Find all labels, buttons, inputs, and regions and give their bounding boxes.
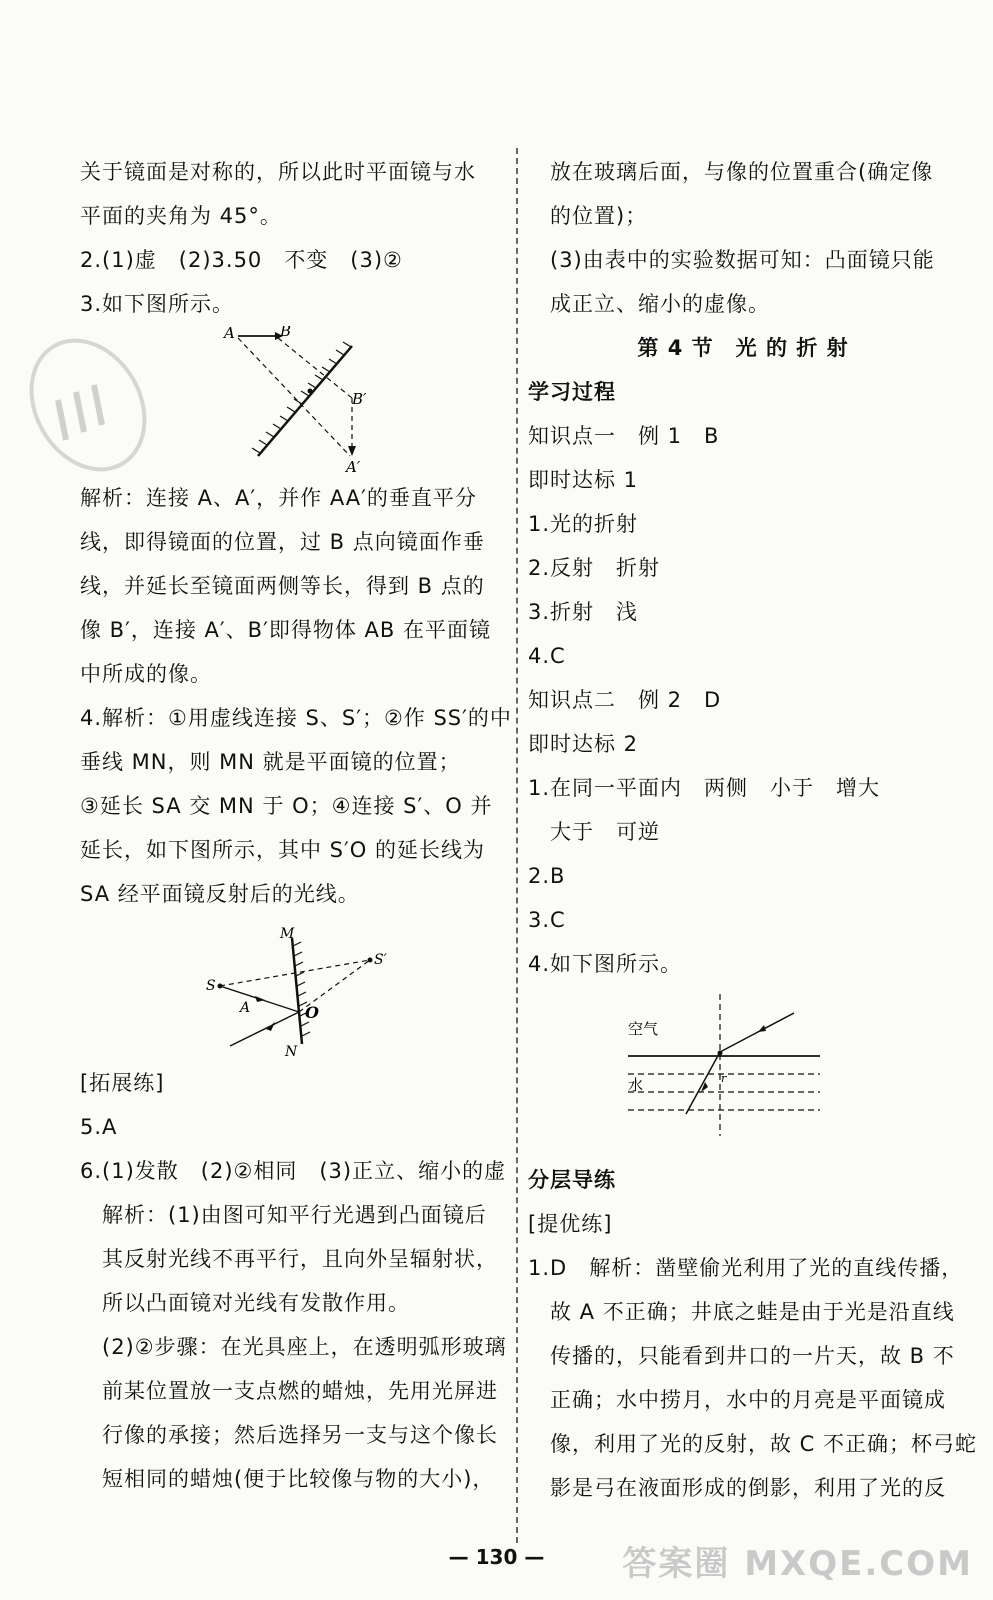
explanation-line: (2)②步骤：在光具座上，在透明弧形玻璃 [102,1335,507,1359]
continued-line: 放在玻璃后面，与像的位置重合(确定像 [550,160,934,184]
text-line: 平面的夹角为 45°。 [80,204,282,228]
answer-line: 像，利用了光的反射，故 C 不正确；杯弓蛇 [550,1432,978,1456]
label-s: S [206,978,216,994]
label-n: N [285,1044,298,1060]
explanation-line: 其反射光线不再平行，且向外呈辐射状， [102,1247,498,1271]
answer-4-line: SA 经平面镜反射后的光线。 [80,882,360,906]
explanation-line: 行像的承接；然后选择另一支与这个像长 [102,1423,498,1447]
continued-line: 成正立、缩小的虚像。 [550,292,770,316]
answer-6: 6.(1)发散 (2)②相同 (3)正立、缩小的虚 [80,1159,507,1183]
explanation-line: 所以凸面镜对光线有发散作用。 [102,1291,410,1315]
label-m: M [280,926,295,942]
label-b: B [280,326,292,340]
figure-mirror-smn [80,916,500,1061]
answer-line: 故 A 不正确；井底之蛙是由于光是沿直线 [550,1300,955,1324]
watermark: 答案圈 MXQE.COM [622,1544,973,1584]
label-a-prime: A′ [346,458,361,476]
answer-line: 正确；水中捞月，水中的月亮是平面镜成 [550,1388,946,1412]
figure-refraction [528,986,958,1158]
drill-2-item: 大于 可逆 [550,820,660,844]
answer-line: 影是弓在液面形成的倒影，利用了光的反 [550,1476,946,1500]
label-water: 水 [628,1076,644,1094]
explanation-line: 像 B′，连接 A′、B′即得物体 AB 在平面镜 [80,618,491,642]
knowledge-point-2: 知识点二 例 2 D [528,688,722,712]
section-title: 第 4 节 光 的 折 射 [637,336,849,360]
answer-3: 3.如下图所示。 [80,292,235,316]
label-r: r [721,1072,727,1085]
figure-plane-mirror-ab [80,326,500,476]
label-a: A [224,326,235,342]
knowledge-point-1: 知识点一 例 1 B [528,424,720,448]
left-column [80,150,512,1501]
drill-1-item: 1.光的折射 [528,512,639,536]
explanation-line: 解析：(1)由图可知平行光遇到凸面镜后 [102,1203,487,1227]
answer-4-line: ③延长 SA 交 MN 于 O；④连接 S′、O 并 [80,794,493,818]
answer-4-line: 垂线 MN，则 MN 就是平面镜的位置； [80,750,461,774]
drill-1-item: 2.反射 折射 [528,556,661,580]
answer-4-line: 4.解析：①用虚线连接 S、S′；②作 SS′的中 [80,706,512,730]
column-divider [516,148,518,1543]
label-air: 空气 [628,1020,659,1038]
heading-layer: 分层导练 [528,1168,616,1192]
answer-2: 2.(1)虚 (2)3.50 不变 (3)② [80,248,403,272]
explanation-line: 短相同的蜡烛(便于比较像与物的大小)， [102,1467,495,1491]
drill-2-item: 4.如下图所示。 [528,952,683,976]
answer-line: 传播的，只能看到井口的一片天，故 B 不 [550,1344,955,1368]
explanation-line: 中所成的像。 [80,662,212,686]
right-column [528,150,978,1510]
text-line: 关于镜面是对称的，所以此时平面镜与水 [80,160,476,184]
label-a: A [240,1000,251,1016]
explanation-line: 解析：连接 A、A′，并作 AA′的垂直平分 [80,486,477,510]
explanation-line: 线，即得镜面的位置，过 B 点向镜面作垂 [80,530,485,554]
drill-1-item: 4.C [528,644,566,668]
label-b-prime: B′ [352,390,367,408]
answer-4-line: 延长，如下图所示，其中 S′O 的延长线为 [80,838,485,862]
drill-1-item: 3.折射 浅 [528,600,639,624]
label-s-prime: S′ [374,952,387,968]
drill-2-item: 2.B [528,864,566,888]
answer-5: 5.A [80,1115,118,1139]
drill-2: 即时达标 2 [528,732,639,756]
drill-2-item: 1.在同一平面内 两侧 小于 增大 [528,776,881,800]
page-number: — 130 — [448,1545,545,1569]
section-label: [提优练] [528,1212,613,1236]
explanation-line: 线，并延长至镜面两侧等长，得到 B 点的 [80,574,485,598]
section-label: [拓展练] [80,1071,165,1095]
answer-line: 1.D 解析：凿壁偷光利用了光的直线传播， [528,1256,964,1280]
continued-line: 的位置)； [550,204,648,228]
heading-process: 学习过程 [528,380,616,404]
continued-line: (3)由表中的实验数据可知：凸面镜只能 [550,248,935,272]
drill-1: 即时达标 1 [528,468,639,492]
drill-2-item: 3.C [528,908,566,932]
explanation-line: 前某位置放一支点燃的蜡烛，先用光屏进 [102,1379,498,1403]
label-o: O [305,1003,319,1022]
